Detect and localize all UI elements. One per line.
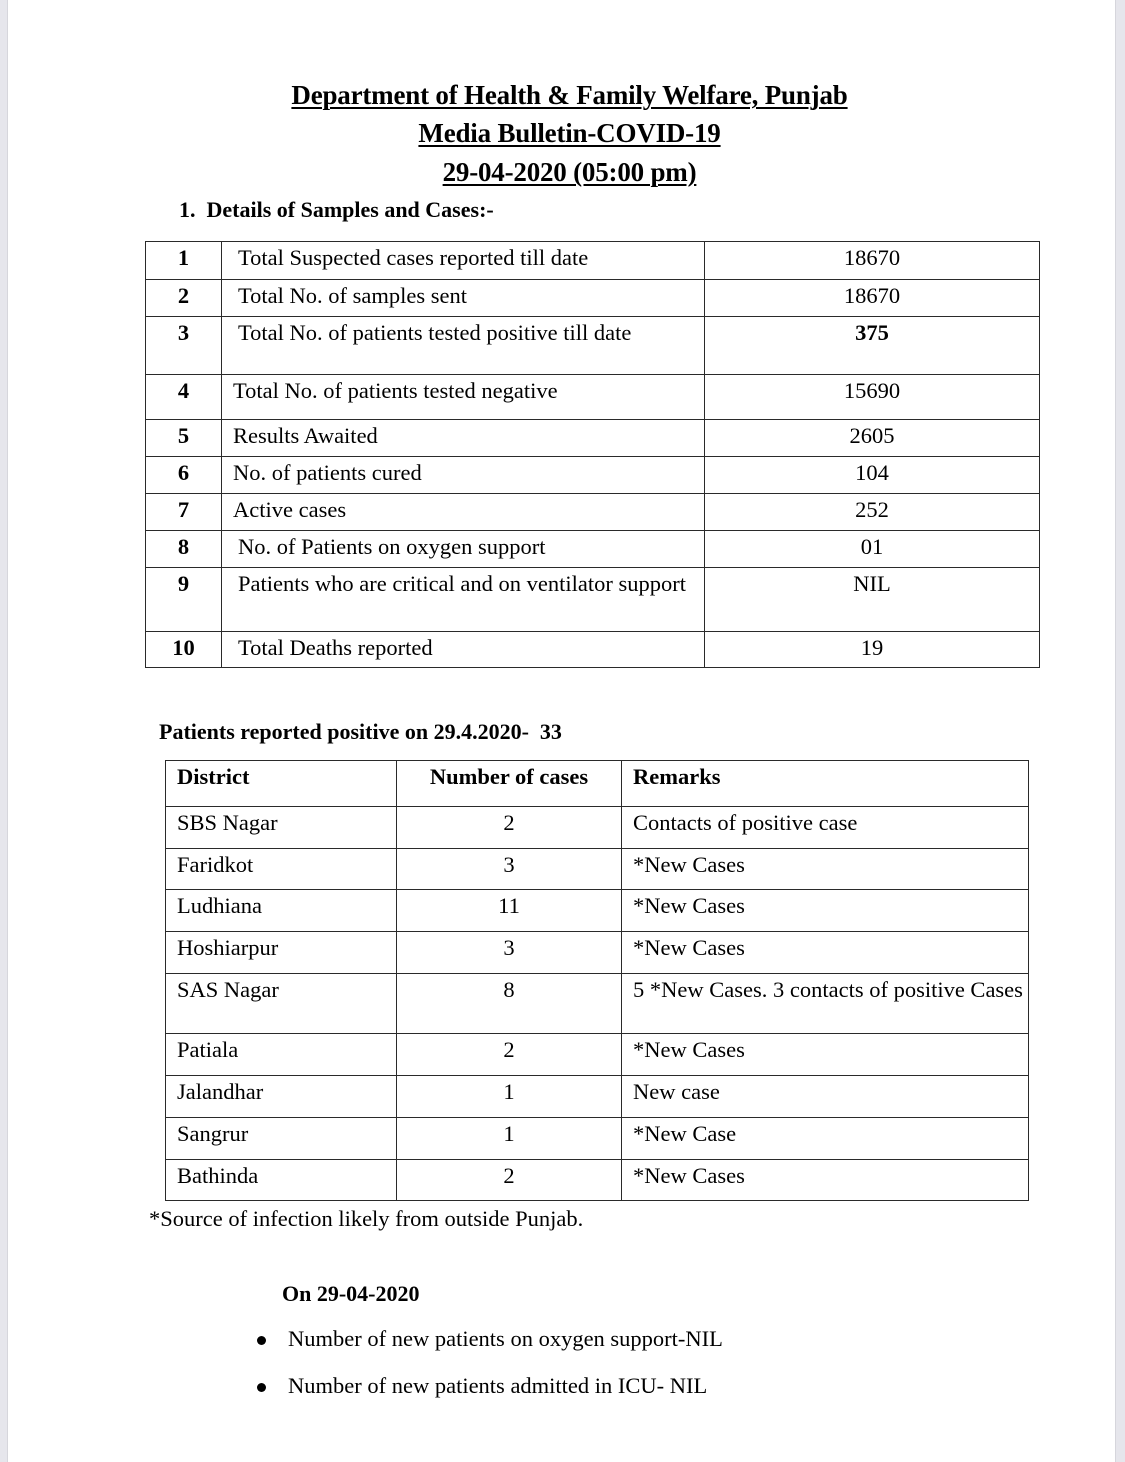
table-row (166, 1160, 1029, 1201)
case-count: 1 (397, 1076, 622, 1118)
bullet-text: Number of new patients on oxygen support-NIL (288, 1326, 723, 1351)
row-number: 7 (146, 494, 222, 531)
case-count: 3 (397, 849, 622, 890)
column-header-district: District (166, 761, 397, 807)
daily-updates-list (255, 1326, 723, 1420)
bullet-text: Number of new patients admitted in ICU- NIL (288, 1373, 708, 1398)
table-row (166, 1034, 1029, 1076)
row-value: 2605 (705, 420, 1040, 457)
district-cases-table (165, 760, 1029, 1201)
on-date-title: On 29-04-2020 (282, 1281, 420, 1306)
row-number: 6 (146, 457, 222, 494)
district-name: Jalandhar (166, 1076, 397, 1118)
district-name: Hoshiarpur (166, 932, 397, 974)
table-row (166, 807, 1029, 849)
district-name: Bathinda (166, 1160, 397, 1201)
table-row (146, 317, 1040, 375)
table-row (166, 1076, 1029, 1118)
bullet-icon (257, 1383, 266, 1392)
case-count: 8 (397, 974, 622, 1034)
row-number: 5 (146, 420, 222, 457)
table-row (146, 494, 1040, 531)
list-item (255, 1373, 723, 1420)
case-count: 2 (397, 807, 622, 849)
remarks: *New Cases (622, 1160, 1029, 1201)
district-name: Ludhiana (166, 890, 397, 932)
district-name: Patiala (166, 1034, 397, 1076)
row-value: 19 (705, 632, 1040, 668)
positive-today-title: Patients reported positive on 29.4.2020- 33 (159, 719, 562, 744)
row-number: 1 (146, 242, 222, 280)
case-count: 1 (397, 1118, 622, 1160)
row-number: 4 (146, 375, 222, 420)
row-label: Total Suspected cases reported till date (222, 242, 705, 280)
row-value: 18670 (705, 242, 1040, 280)
remarks: 5 *New Cases. 3 contacts of positive Cases (622, 974, 1029, 1034)
row-number: 10 (146, 632, 222, 668)
row-label: Total Deaths reported (222, 632, 705, 668)
row-value: 252 (705, 494, 1040, 531)
row-label: No. of Patients on oxygen support (222, 531, 705, 568)
row-number: 9 (146, 568, 222, 632)
document-page (7, 0, 1116, 1462)
row-number: 2 (146, 280, 222, 317)
row-label: Results Awaited (222, 420, 705, 457)
table-row (166, 932, 1029, 974)
table-row (146, 420, 1040, 457)
remarks: *New Cases (622, 932, 1029, 974)
remarks: *New Cases (622, 849, 1029, 890)
row-value: NIL (705, 568, 1040, 632)
case-count: 11 (397, 890, 622, 932)
row-label: Patients who are critical and on ventilator support (222, 568, 705, 632)
district-name: Faridkot (166, 849, 397, 890)
samples-cases-table (145, 241, 1040, 668)
bulletin-title: Media Bulletin-COVID-19 (418, 118, 721, 148)
table-row (166, 849, 1029, 890)
footnote: *Source of infection likely from outside Punjab. (149, 1206, 584, 1231)
row-label: Active cases (222, 494, 705, 531)
table-row (146, 457, 1040, 494)
row-value: 18670 (705, 280, 1040, 317)
table-row (166, 1118, 1029, 1160)
remarks: *New Cases (622, 1034, 1029, 1076)
district-name: Sangrur (166, 1118, 397, 1160)
table-row (146, 531, 1040, 568)
table-header-row (166, 761, 1029, 807)
remarks: *New Cases (622, 890, 1029, 932)
table-row (146, 632, 1040, 668)
row-label: Total No. of patients tested positive till date (222, 317, 705, 375)
row-number: 8 (146, 531, 222, 568)
section-samples-title: 1. Details of Samples and Cases:- (179, 197, 494, 222)
case-count: 3 (397, 932, 622, 974)
row-value: 104 (705, 457, 1040, 494)
row-label: Total No. of patients tested negative (222, 375, 705, 420)
row-label: Total No. of samples sent (222, 280, 705, 317)
row-value: 375 (705, 317, 1040, 375)
row-value: 01 (705, 531, 1040, 568)
table-row (166, 890, 1029, 932)
district-name: SBS Nagar (166, 807, 397, 849)
table-row (146, 568, 1040, 632)
table-row (146, 375, 1040, 420)
remarks: *New Case (622, 1118, 1029, 1160)
table-row (146, 242, 1040, 280)
row-value: 15690 (705, 375, 1040, 420)
remarks: New case (622, 1076, 1029, 1118)
row-number: 3 (146, 317, 222, 375)
remarks: Contacts of positive case (622, 807, 1029, 849)
column-header-cases: Number of cases (397, 761, 622, 807)
bullet-icon (257, 1336, 266, 1345)
department-title: Department of Health & Family Welfare, Punjab (291, 80, 848, 110)
case-count: 2 (397, 1160, 622, 1201)
list-item (255, 1326, 723, 1373)
table-row (146, 280, 1040, 317)
bulletin-date: 29-04-2020 (05:00 pm) (442, 157, 697, 187)
case-count: 2 (397, 1034, 622, 1076)
table-row (166, 974, 1029, 1034)
column-header-remarks: Remarks (622, 761, 1029, 807)
row-label: No. of patients cured (222, 457, 705, 494)
district-name: SAS Nagar (166, 974, 397, 1034)
